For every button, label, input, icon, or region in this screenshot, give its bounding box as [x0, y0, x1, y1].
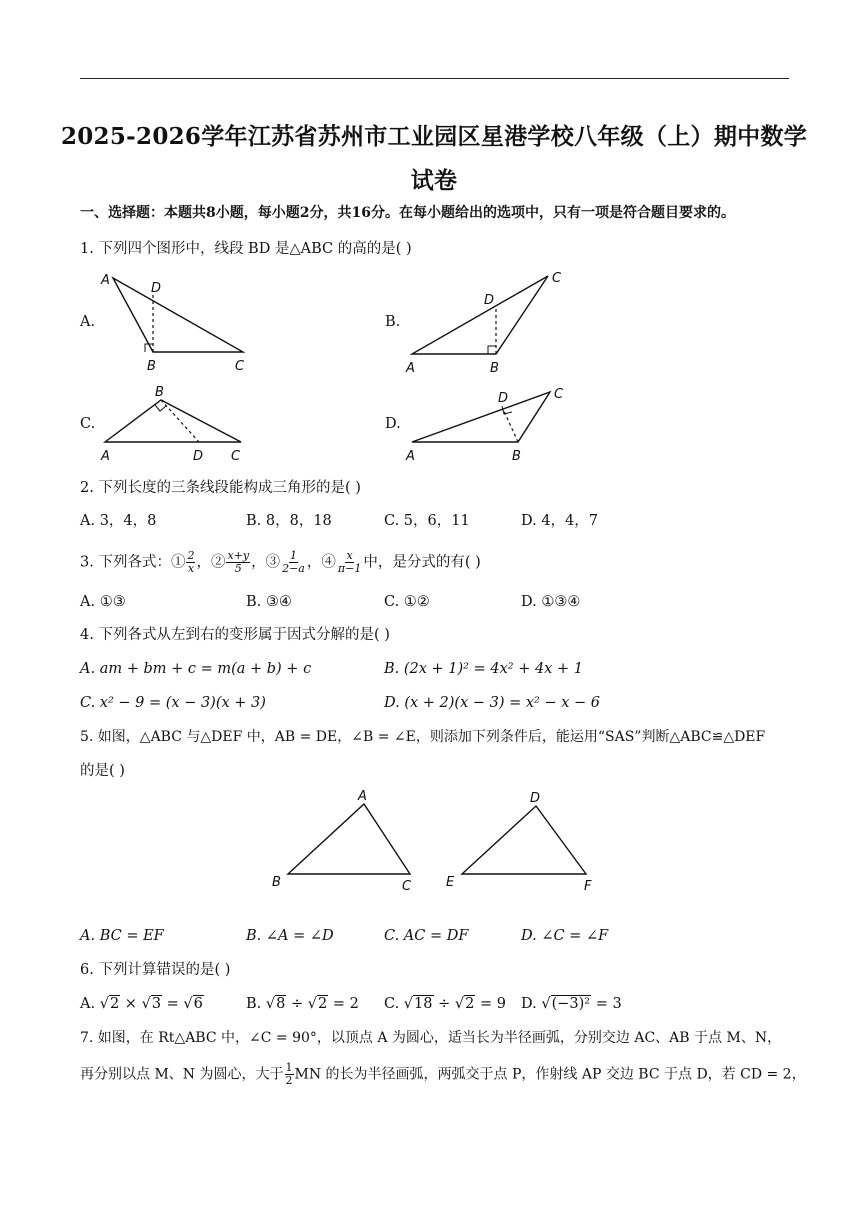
segment-bd: [161, 400, 199, 442]
q3-fraction-2: $\frac{x+y}{5}$: [227, 549, 250, 576]
triangle-abc: [412, 392, 550, 442]
label-b: B: [147, 359, 156, 374]
q2-option-b[interactable]: B. 8，8，18: [246, 513, 332, 529]
q2-option-d[interactable]: D. 4，4，7: [521, 513, 599, 529]
label-c: C: [235, 359, 245, 374]
q3-fraction-4: $\frac{x}{\pi-1}$: [337, 549, 362, 576]
q5-figure-def: [442, 786, 602, 896]
section-heading: 一、选择题：本题共8小题，每小题2分，共16分。在每小题给出的选项中，只有一项是符合题目要求的。: [80, 205, 735, 221]
q3-circle-2: ②: [210, 554, 226, 571]
label-a: A: [101, 449, 110, 464]
q6-option-b[interactable]: B. √8 ÷ √2 = 2: [246, 996, 359, 1012]
page-title: 2025-2026学年江苏省苏州市工业园区星港学校八年级（上）期中数学: [60, 123, 808, 150]
q3-fraction-3: $\frac{1}{2-a}$: [282, 549, 305, 576]
question-1-stem: 1. 下列四个图形中，线段 BD 是△ABC 的高的是( ): [80, 241, 412, 257]
q3-option-a[interactable]: A. ①③: [80, 594, 126, 610]
q4-option-c[interactable]: C. x² − 9 = (x − 3)(x + 3): [80, 695, 266, 711]
label-a: A: [406, 361, 415, 376]
q3-option-c[interactable]: C. ①②: [384, 594, 430, 610]
q4-option-a[interactable]: A. am + bm + c = m(a + b) + c: [80, 661, 312, 677]
q1-figure-c: [95, 384, 265, 466]
q5-option-c[interactable]: C. AC = DF: [384, 928, 469, 944]
q3-suffix: 中，是分式的有( ): [363, 554, 481, 571]
triangle-def: [462, 806, 586, 874]
q5-option-d[interactable]: D. ∠C = ∠F: [521, 928, 609, 944]
label-d: D: [484, 293, 495, 308]
q3-circle-1: ①: [170, 554, 186, 571]
q1-figure-a: [95, 268, 265, 378]
triangle-abc: [288, 804, 410, 874]
label-c: C: [552, 271, 562, 286]
label-d: D: [530, 791, 541, 806]
q6-option-d[interactable]: D. √(−3)² = 3: [521, 996, 622, 1012]
label-e: E: [446, 875, 455, 890]
q7-fraction-half: $\frac{1}{2}$: [285, 1061, 293, 1088]
question-4-stem: 4. 下列各式从左到右的变形属于因式分解的是( ): [80, 627, 390, 643]
right-angle-mark: [488, 346, 496, 354]
question-2-stem: 2. 下列长度的三条线段能构成三角形的是( ): [80, 480, 361, 496]
q3-circle-4: ④: [321, 554, 336, 571]
segment-bd: [504, 411, 518, 442]
q2-option-a[interactable]: A. 3，4，8: [80, 513, 157, 529]
right-angle-mark: [155, 405, 166, 411]
label-b: B: [490, 361, 499, 376]
label-c: C: [554, 387, 564, 402]
question-6-stem: 6. 下列计算错误的是( ): [80, 962, 231, 978]
label-f: F: [584, 879, 592, 894]
triangle-abc: [105, 400, 241, 442]
q5-option-a[interactable]: A. BC = EF: [80, 928, 164, 944]
q1-option-b-label[interactable]: B.: [385, 314, 401, 330]
q5-option-b[interactable]: B. ∠A = ∠D: [246, 928, 334, 944]
q3-fraction-1: $\frac{2}{x}$: [187, 549, 195, 576]
q6-option-a[interactable]: A. √2 × √3 = √6: [80, 996, 203, 1012]
page-title-continued: 试卷: [410, 167, 458, 194]
question-3-stem: 3. 下列各式：① $\frac{2}{x}$ ，② $\frac{x+y}{5}$ ，③ $\frac{1}{2-a}$ ，④ $\frac{x}{\pi-1}$ 中，是分式的有( ): [80, 549, 481, 576]
triangle-abc: [412, 276, 548, 354]
label-c: C: [402, 879, 412, 894]
question-5-stem-continued: 的是( ): [80, 763, 125, 779]
question-5-stem: 5. 如图，△ABC 与△DEF 中，AB = DE，∠B = ∠E，则添加下列条件后，能运用“SAS”判断△ABC≌△DEF: [80, 729, 766, 745]
q2-option-c[interactable]: C. 5，6，11: [384, 513, 470, 529]
q1-figure-b: [400, 268, 580, 378]
label-d: D: [151, 281, 162, 296]
label-b: B: [155, 385, 164, 400]
q1-option-c-label[interactable]: C.: [80, 416, 96, 432]
label-d: D: [193, 449, 204, 464]
q1-option-d-label[interactable]: D.: [385, 416, 401, 432]
q3-circle-3: ③: [265, 554, 281, 571]
label-a: A: [101, 273, 110, 288]
label-c: C: [231, 449, 241, 464]
label-b: B: [512, 449, 521, 464]
q6-option-c[interactable]: C. √18 ÷ √2 = 9: [384, 996, 506, 1012]
label-b: B: [272, 875, 281, 890]
label-a: A: [406, 449, 415, 464]
q3-prefix: 3. 下列各式：: [80, 554, 171, 571]
q1-option-a-label[interactable]: A.: [80, 314, 96, 330]
question-7-line-1: 7. 如图，在 Rt△ABC 中，∠C = 90°，以顶点 A 为圆心，适当长为半径画弧，分别交边 AC、AB 于点 M、N，: [80, 1030, 782, 1046]
label-a: A: [358, 789, 367, 804]
label-d: D: [498, 391, 509, 406]
q3-option-b[interactable]: B. ③④: [246, 594, 292, 610]
q3-option-d[interactable]: D. ①③④: [521, 594, 581, 610]
q1-figure-d: [400, 384, 580, 466]
triangle-abc: [113, 278, 243, 352]
q4-option-b[interactable]: B. (2x + 1)² = 4x² + 4x + 1: [384, 661, 583, 677]
q5-figure-abc: [268, 786, 428, 896]
q4-option-d[interactable]: D. (x + 2)(x − 3) = x² − x − 6: [384, 695, 600, 711]
question-7-line-2: 再分别以点 M、N 为圆心，大于 $\frac{1}{2}$ MN 的长为半径画弧，两弧交于点 P，作射线 AP 交边 BC 于点 D，若 CD = 2，: [80, 1061, 806, 1088]
header-rule: [80, 78, 789, 79]
